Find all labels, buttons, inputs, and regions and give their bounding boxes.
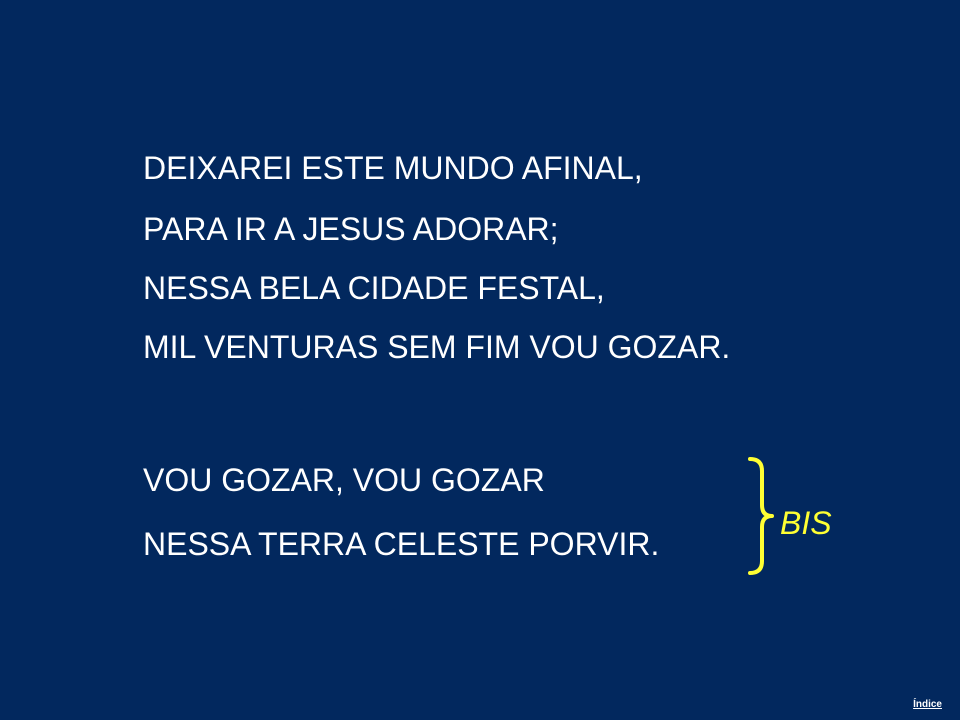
index-link[interactable]: Índice: [913, 699, 942, 710]
verse-line-1: DEIXAREI ESTE MUNDO AFINAL,: [143, 150, 643, 186]
right-brace-icon: [748, 455, 774, 577]
verse-line-4: MIL VENTURAS SEM FIM VOU GOZAR.: [143, 329, 731, 365]
repeat-label: BIS: [780, 505, 832, 541]
chorus-line-1: VOU GOZAR, VOU GOZAR: [143, 462, 545, 498]
chorus-line-2: NESSA TERRA CELESTE PORVIR.: [143, 526, 660, 562]
verse-line-2: PARA IR A JESUS ADORAR;: [143, 211, 559, 247]
verse-line-3: NESSA BELA CIDADE FESTAL,: [143, 270, 605, 306]
